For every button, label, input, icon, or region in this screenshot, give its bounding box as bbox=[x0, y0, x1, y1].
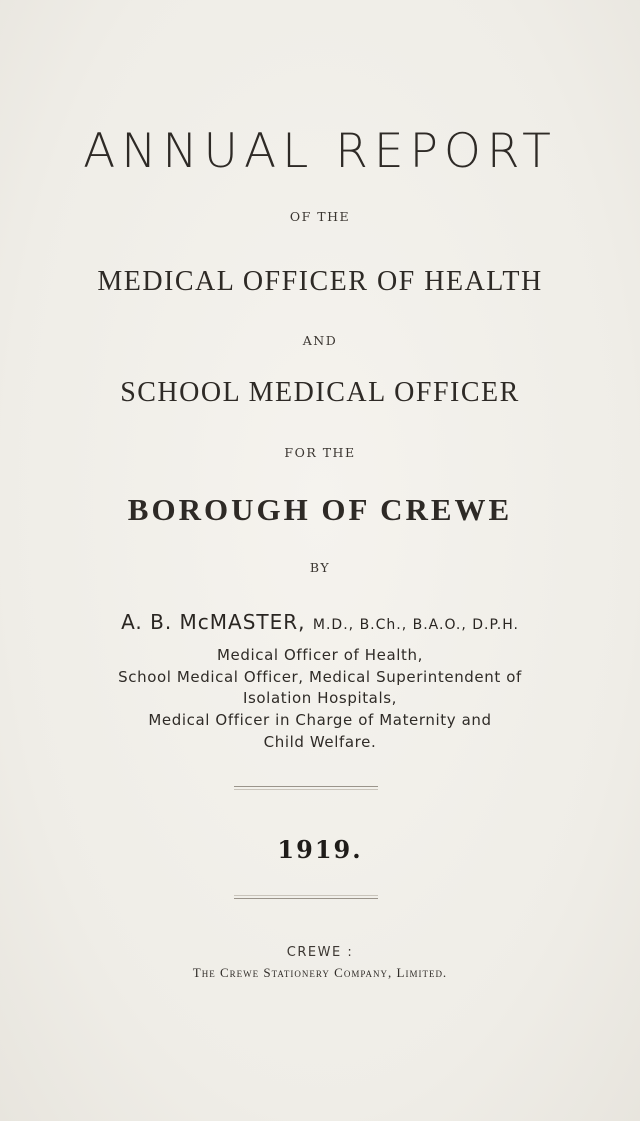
publisher-line: The Crewe Stationery Company, Limited. bbox=[192, 965, 448, 980]
publication-place: CREWE : bbox=[286, 945, 354, 960]
report-year: 1919. bbox=[277, 835, 363, 864]
author-qualifications: M.D., B.Ch., B.A.O., D.P.H. bbox=[312, 617, 519, 633]
author-role-line: Child Welfare. bbox=[263, 733, 377, 751]
author-role-line: Medical Officer of Health, bbox=[216, 646, 424, 664]
upper-divider-thin bbox=[234, 789, 378, 790]
and-label: AND bbox=[302, 333, 338, 348]
of-the-label: OF THE bbox=[289, 209, 351, 224]
lower-divider-thin bbox=[234, 895, 378, 896]
upper-divider bbox=[234, 786, 378, 787]
lower-divider bbox=[234, 898, 378, 899]
by-label: BY bbox=[309, 560, 331, 575]
author-role-line: Isolation Hospitals, bbox=[242, 689, 398, 707]
heading-school-medical-officer: SCHOOL MEDICAL OFFICER bbox=[120, 377, 520, 408]
heading-borough-of-crewe: BOROUGH OF CREWE bbox=[127, 492, 513, 527]
for-the-label: FOR THE bbox=[284, 445, 356, 460]
report-title: ANNUAL REPORT bbox=[83, 124, 557, 179]
author-name: A. B. McMASTER, bbox=[121, 610, 306, 634]
heading-medical-officer-of-health: MEDICAL OFFICER OF HEALTH bbox=[97, 266, 543, 297]
author-line bbox=[0, 610, 640, 634]
author-role-line: School Medical Officer, Medical Superintendent of bbox=[118, 668, 522, 686]
author-role-line: Medical Officer in Charge of Maternity and bbox=[148, 711, 492, 729]
